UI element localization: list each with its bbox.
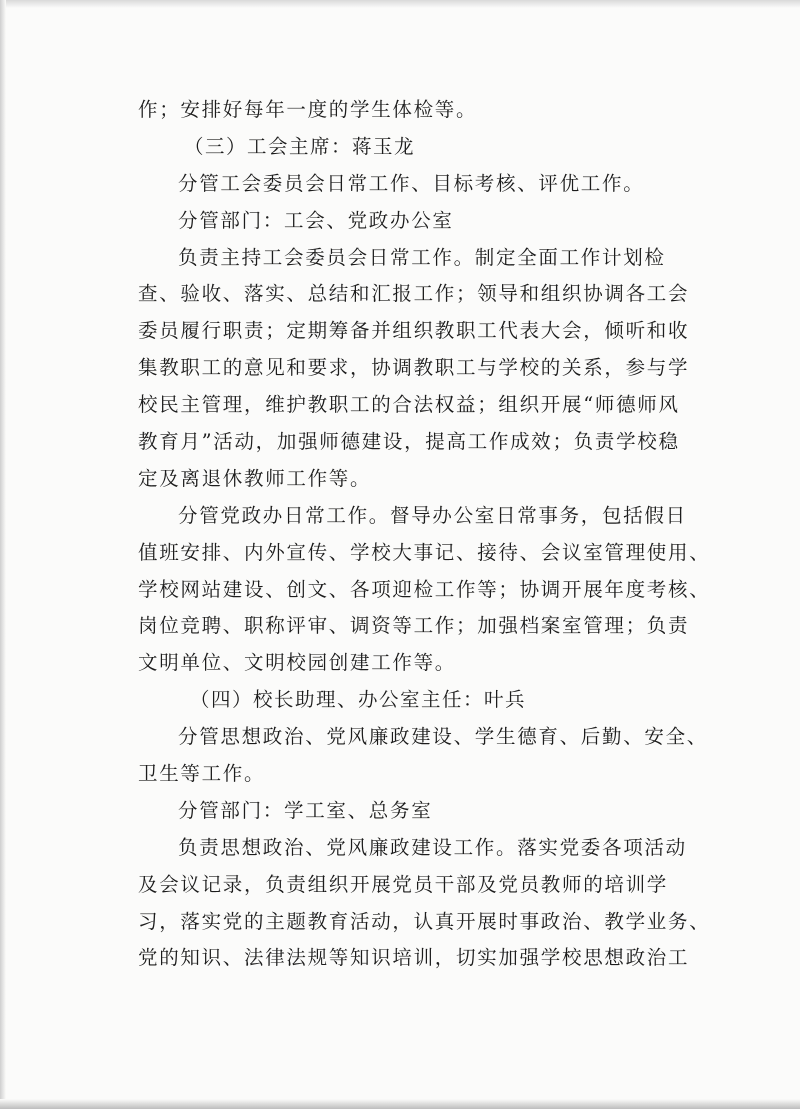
text-line: 作；安排好每年一度的学生体检等。	[138, 98, 478, 121]
text-line: 负责主持工会委员会日常工作。制定全面工作计划检	[178, 245, 666, 269]
text-line: 分管工会委员会日常工作、目标考核、评优工作。	[178, 171, 645, 195]
text-line: 卫生等工作。	[138, 762, 266, 786]
text-line: 值班安排、内外宣传、学校大事记、接待、会议室管理使用、	[138, 540, 711, 564]
text-line: 教育月”活动，加强师德建设，提高工作成效；负责学校稳	[138, 430, 680, 454]
text-line: 定及离退休教师工作等。	[138, 466, 372, 490]
text-line: 岗位竞聘、职称评审、调资等工作；加强档案室管理；负责	[138, 614, 690, 638]
section-heading: （四）校长助理、办公室主任：叶兵	[190, 688, 527, 712]
text-line: 文明单位、文明校园创建工作等。	[138, 651, 457, 675]
text-line: 分管部门：工会、党政办公室	[178, 208, 454, 232]
text-line: 查、验收、落实、总结和汇报工作；领导和组织协调各工会	[138, 282, 690, 306]
text-line: 学校网站建设、创文、各项迎检工作等；协调开展年度考核、	[138, 577, 711, 601]
document-body	[138, 92, 711, 977]
text-line: 习，落实党的主题教育活动，认真开展时事政治、教学业务、	[138, 909, 711, 933]
text-line: 分管党政办日常工作。督导办公室日常事务，包括假日	[178, 503, 687, 527]
text-line: 及会议记录，负责组织开展党员干部及党员教师的培训学	[138, 872, 669, 896]
scan-edge-bottom	[0, 1099, 800, 1109]
text-line: 委员履行职责；定期筹备并组织教职工代表大会，倾听和收	[138, 319, 690, 343]
text-line: 负责思想政治、党风廉政建设工作。落实党委各项活动	[178, 835, 687, 859]
scan-edge-top	[0, 0, 800, 8]
scan-edge-left	[0, 0, 6, 1109]
text-line: 分管思想政治、党风廉政建设、学生德育、后勤、安全、	[178, 725, 709, 749]
text-line: 集教职工的意见和要求，协调教职工与学校的关系，参与学	[138, 356, 690, 380]
text-line: 校民主管理，维护教职工的合法权益；组织开展“师德师风	[138, 393, 680, 417]
text-line: 党的知识、法律法规等知识培训，切实加强学校思想政治工	[138, 946, 690, 970]
section-heading: （三）工会主席：蒋玉龙	[184, 134, 416, 158]
text-line: 分管部门：学工室、总务室	[178, 798, 433, 822]
